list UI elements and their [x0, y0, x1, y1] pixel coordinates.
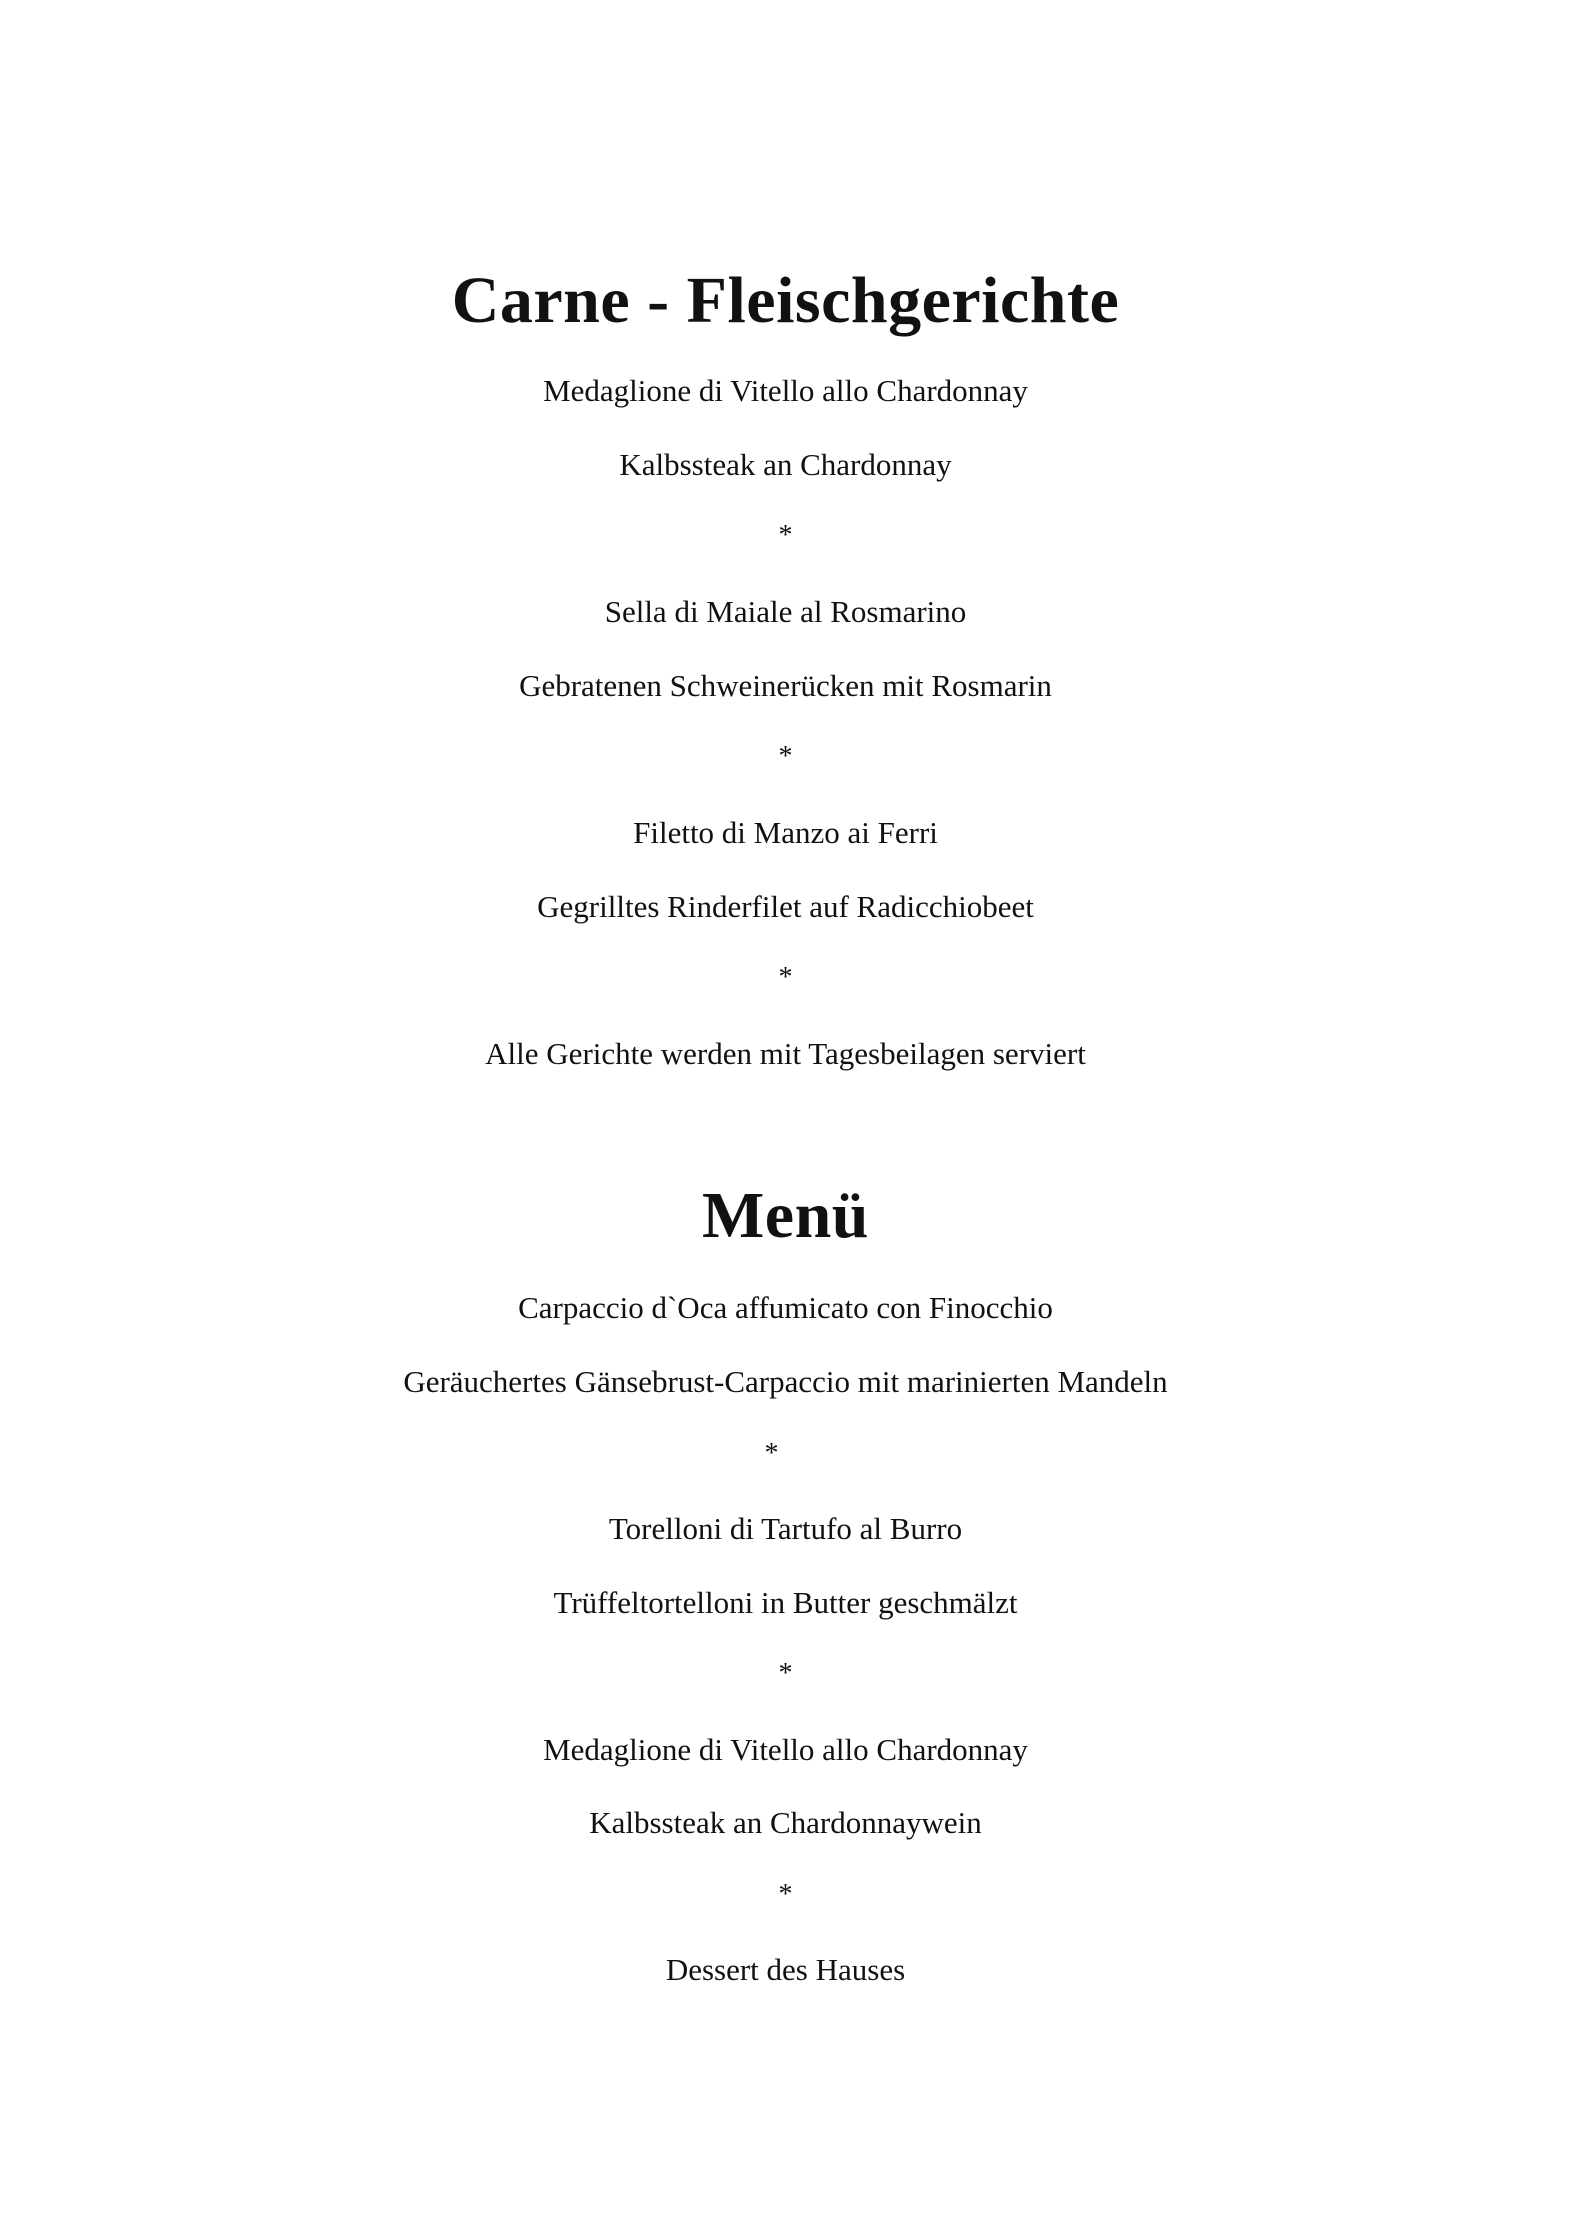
carne-dish-3-german: Gegrilltes Rinderfilet auf Radicchiobeet — [537, 889, 1034, 924]
menu-dessert: Dessert des Hauses — [665, 1952, 906, 1987]
carne-note: Alle Gerichte werden mit Tagesbeilagen serviert — [485, 1036, 1086, 1071]
carne-dish-1-german: Kalbssteak an Chardonnay — [619, 447, 952, 482]
carne-separator-2: * — [778, 741, 793, 772]
menu-separator-1: * — [764, 1438, 779, 1469]
carne-dish-2-italian: Sella di Maiale al Rosmarino — [604, 594, 967, 629]
menu-course-3-german: Kalbssteak an Chardonnaywein — [589, 1805, 982, 1840]
carne-separator-1: * — [778, 520, 793, 551]
menu-course-1-italian: Carpaccio d`Oca affumicato con Finocchio — [518, 1290, 1053, 1325]
carne-dish-2-german: Gebratenen Schweinerücken mit Rosmarin — [519, 668, 1052, 703]
menu-heading: Menü — [702, 1179, 869, 1252]
carne-heading: Carne - Fleischgerichte — [451, 264, 1120, 337]
menu-course-2-italian: Torelloni di Tartufo al Burro — [608, 1511, 963, 1546]
menu-course-2-german: Trüffeltortelloni in Butter geschmälzt — [553, 1585, 1018, 1620]
carne-separator-3: * — [778, 962, 793, 993]
menu-course-1-german: Geräuchertes Gänsebrust-Carpaccio mit marinierten Mandeln — [403, 1364, 1168, 1399]
menu-separator-3: * — [778, 1879, 793, 1910]
menu-course-3-italian: Medaglione di Vitello allo Chardonnay — [543, 1732, 1028, 1767]
carne-dish-3-italian: Filetto di Manzo ai Ferri — [633, 815, 938, 850]
menu-separator-2: * — [778, 1658, 793, 1689]
carne-dish-1-italian: Medaglione di Vitello allo Chardonnay — [543, 373, 1028, 408]
